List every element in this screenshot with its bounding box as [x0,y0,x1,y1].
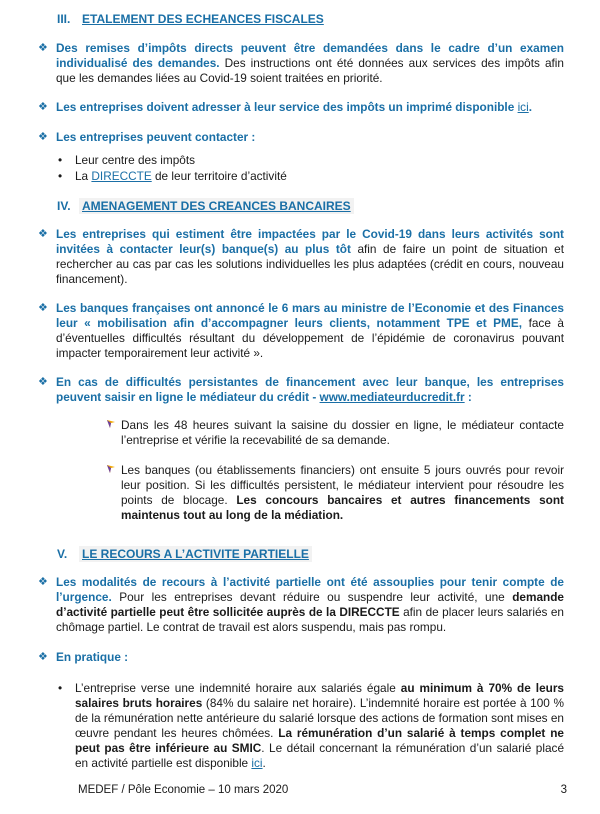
section-number: V. [57,547,68,561]
section-heading-v [57,547,312,562]
diamond-bullet-icon: ❖ [38,576,48,588]
paragraph-activite-partielle: ❖ Les modalités de recours à l’activité partielle ont été assouplies pour tenir compte de l’urgence. Pour les entreprises devant réduire ou suspendre leur activité, une demande d’activité partielle peut être sollicitée auprès de la DIRECCTE afin de placer leurs salariés en chômage partiel. Le contrat de travail est alors suspendu, mais pas rompu. [38,575,564,634]
sub-item-48h: Dans les 48 heures suivant la saisine du dossier en ligne, le médiateur contacte l’entreprise et vérifie la recevabilité de sa demande. [121,418,564,447]
paragraph-banques-francaises: ❖ Les banques françaises ont annoncé le 6 mars au ministre de l’Economie et des Finances leur « mobilisation afin d’accompagner leurs clients, notamment TPE et PME, face à d’éventuelles difficultés résultant du développement de l’épidémie de coronavirus pouvant impacter temporairement leur activité ». [38,301,564,360]
pointing-hand-icon [107,420,115,428]
page-footer: MEDEF / Pôle Economie – 10 mars 2020 [78,784,289,796]
diamond-bullet-icon: ❖ [38,42,48,54]
link-imprime[interactable]: ici [517,100,529,114]
diamond-bullet-icon: ❖ [38,101,48,113]
paragraph-mediateur: ❖ En cas de difficultés persistantes de financement avec leur banque, les entreprises peuvent saisir en ligne le médiateur du crédit - www.mediateurducredit.fr : [38,375,564,404]
link-mediateur-credit[interactable]: www.mediateurducredit.fr [319,390,465,404]
paragraph-contacter: ❖ Les entreprises peuvent contacter : [38,130,256,144]
section-number: IV. [57,199,71,213]
section-heading-iv [57,199,354,214]
diamond-bullet-icon: ❖ [38,376,48,388]
section-title: LE RECOURS A L’ACTIVITE PARTIELLE [79,546,312,562]
diamond-bullet-icon: ❖ [38,131,48,143]
diamond-bullet-icon: ❖ [38,651,48,663]
bullet-icon: • [58,169,63,183]
section-number: III. [57,12,71,26]
bullet-icon: • [58,681,63,695]
list-item-indemnite: • L’entreprise verse une indemnité horaire aux salariés égale au minimum à 70% de leurs salaires bruts horaires (84% du salaire net horaire). L’indemnité horaire est portée à 100 % de la rémunération nette antérieure du salarié lorsque des actions de formation sont mises en œuvre pendant les heures chômées. La rémunération d’un salarié à temps complet ne peut pas être inférieure au SMIC. Le détail concernant la rémunération d’un salarié placé en activité partielle est disponible ici. [58,681,565,770]
paragraph-imprime: ❖ Les entreprises doivent adresser à leur service des impôts un imprimé disponible ici. [38,100,532,114]
list-item: • La DIRECCTE de leur territoire d’activité [58,169,287,183]
paragraph-contacter-banques: ❖ Les entreprises qui estiment être impactées par le Covid-19 dans leurs activités sont invitées à contacter leur(s) banque(s) au plus tôt afin de faire un point de situation et rechercher au cas par cas les solutions individuelles les plus adaptées (crédit en cours, nouveau financement). [38,227,564,286]
section-title: AMENAGEMENT DES CREANCES BANCAIRES [79,198,354,214]
diamond-bullet-icon: ❖ [38,228,48,240]
page-number: 3 [560,784,567,796]
diamond-bullet-icon: ❖ [38,302,48,314]
pointing-hand-icon [107,465,115,473]
bullet-icon: • [58,153,63,167]
link-remuneration[interactable]: ici [251,756,263,770]
list-item: • Leur centre des impôts [58,153,195,167]
link-direccte[interactable]: DIRECCTE [91,169,152,183]
paragraph-en-pratique: ❖ En pratique : [38,650,129,664]
sub-item-5-jours: Les banques (ou établissements financiers) ont ensuite 5 jours ouvrés pour revoir leur position. Si les difficultés persistent, le médiateur intervient pour résoudre les points de blocage. Les concours bancaires et autres financements sont maintenus tout au long de la médiation. [121,463,564,522]
section-title: ETALEMENT DES ECHEANCES FISCALES [82,12,324,26]
section-heading-iii [57,12,327,27]
paragraph-remises: ❖ Des remises d’impôts directs peuvent être demandées dans le cadre d’un examen individualisé des demandes. Des instructions ont été données aux services des impôts afin que les demandes liées au Covid-19 soient traitées en priorité. [38,41,564,85]
